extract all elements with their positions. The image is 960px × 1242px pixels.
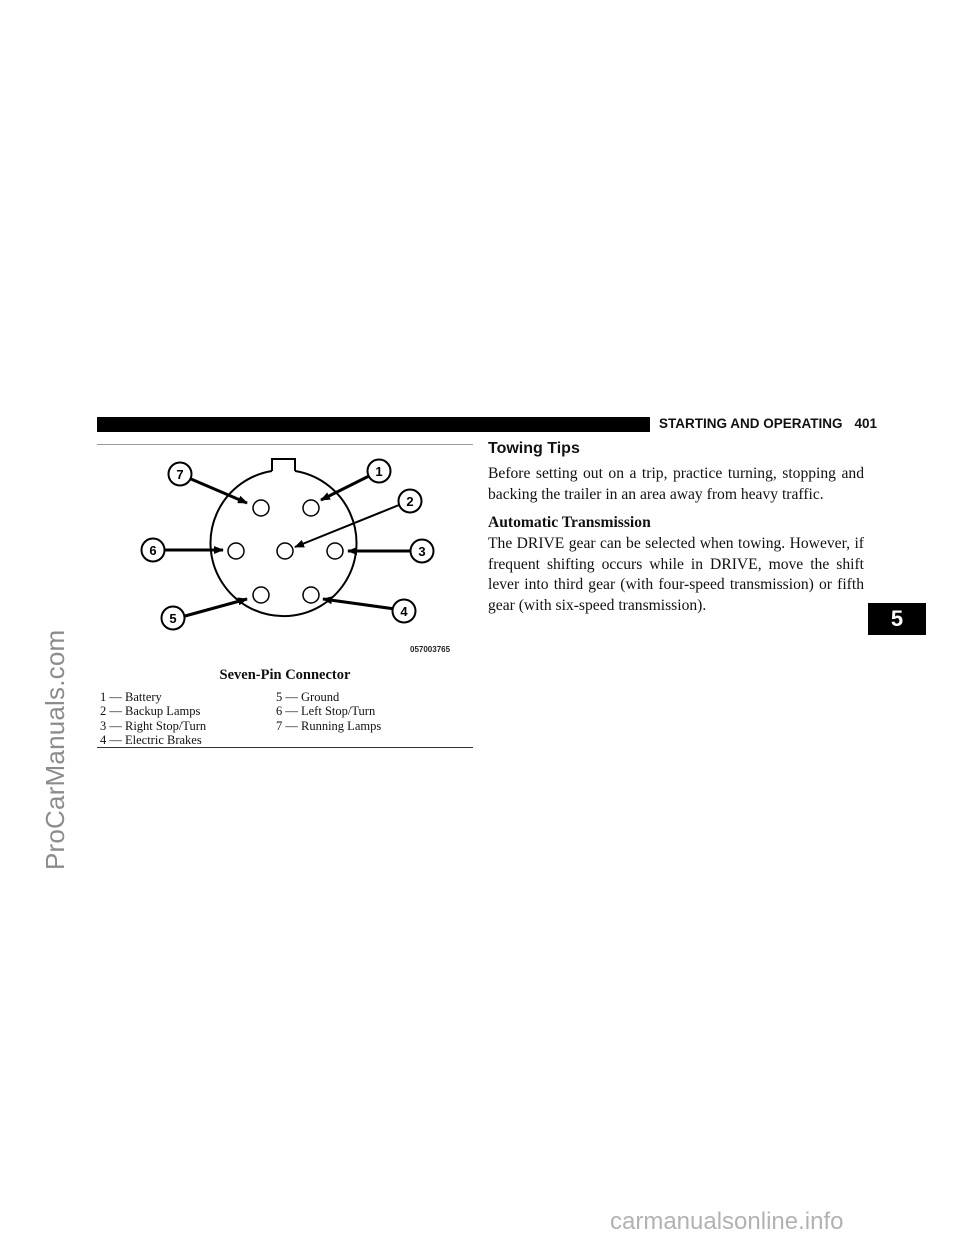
legend-item: 5 — Ground [276, 690, 340, 704]
seven-pin-connector-figure [97, 446, 473, 656]
pin-3 [327, 543, 343, 559]
legend-row [100, 690, 472, 704]
legend-row [100, 719, 472, 733]
automatic-transmission-heading: Automatic Transmission [488, 514, 651, 531]
legend-item: 2 — Backup Lamps [100, 704, 201, 719]
svg-text:4: 4 [400, 604, 408, 619]
svg-text:5: 5 [169, 611, 177, 626]
page-header [659, 416, 877, 431]
figure-caption: Seven-Pin Connector [219, 667, 351, 683]
legend-row [100, 704, 472, 718]
leader-4 [323, 599, 395, 609]
figure-top-rule [97, 444, 473, 445]
pin-6 [228, 543, 244, 559]
connector-key [272, 459, 295, 471]
automatic-transmission-paragraph: The DRIVE gear can be selected when towing. However, if frequent shifting occurs while in DRIVE, move the shift lever into third gear (with four-speed transmission) or fifth gear (with six-speed transmission). [488, 535, 864, 614]
pin-5 [253, 587, 269, 603]
header-bar [97, 417, 650, 432]
svg-text:2: 2 [406, 494, 414, 509]
leader-7 [191, 479, 247, 503]
page-number: 401 [854, 416, 878, 431]
section-name: STARTING AND OPERATING [659, 416, 843, 431]
legend-bottom-rule [97, 747, 473, 748]
figure-code: 057003765 [410, 645, 451, 654]
callout-3 [411, 540, 434, 563]
svg-text:1: 1 [375, 464, 383, 479]
legend-row [100, 733, 472, 747]
svg-text:7: 7 [176, 467, 184, 482]
legend-item: 4 — Electric Brakes [100, 732, 202, 747]
connector-diagram [97, 446, 473, 656]
legend-item: 6 — Left Stop/Turn [276, 704, 376, 719]
callout-7 [169, 463, 192, 486]
svg-text:6: 6 [149, 543, 157, 558]
bottom-watermark: carmanualsonline.info [610, 1208, 844, 1235]
callout-2 [399, 490, 422, 513]
svg-text:3: 3 [418, 544, 426, 559]
callout-1 [368, 460, 391, 483]
pin-1 [303, 500, 319, 516]
figure-legend [100, 690, 472, 747]
right-column [488, 440, 864, 625]
chapter-tab: 5 [868, 603, 926, 635]
callout-6 [142, 539, 165, 562]
pin-4 [303, 587, 319, 603]
callout-4 [393, 600, 416, 623]
towing-tips-paragraph: Before setting out on a trip, practice turning, stopping and backing the trailer in an area away from heavy traffic. [488, 465, 864, 503]
legend-item: 1 — Battery [100, 690, 162, 704]
legend-item: 7 — Running Lamps [276, 718, 382, 733]
pin-7 [253, 500, 269, 516]
leader-5 [185, 599, 247, 616]
pin-2 [277, 543, 293, 559]
leader-1 [321, 476, 369, 500]
towing-tips-heading: Towing Tips [488, 440, 580, 457]
callout-5 [162, 607, 185, 630]
legend-item: 3 — Right Stop/Turn [100, 718, 207, 733]
side-watermark: ProCarManuals.com [40, 629, 70, 870]
